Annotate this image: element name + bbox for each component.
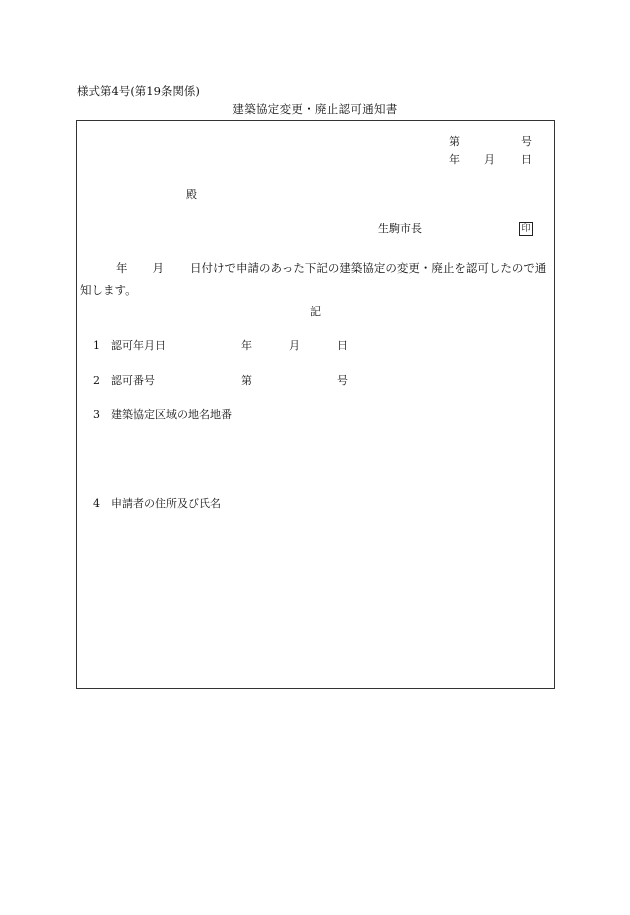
body-date-year: 年 (116, 261, 128, 275)
body-line-1 (116, 263, 546, 275)
item-number: 2 (93, 374, 100, 387)
doc-number-prefix: 第 (449, 135, 460, 148)
approval-number-prefix: 第 (241, 374, 252, 387)
document-title: 建築協定変更・廃止認可通知書 (232, 102, 398, 116)
doc-date-day: 日 (521, 153, 532, 166)
item-label-approval-date: 認可年月日 (111, 339, 166, 352)
approval-date-year: 年 (241, 339, 252, 352)
approval-number-suffix: 号 (337, 374, 348, 387)
ki-heading: 記 (310, 305, 321, 318)
issuer-title: 生駒市長 (378, 222, 422, 235)
form-frame (76, 120, 555, 689)
item-number: 1 (93, 339, 100, 352)
item-number: 3 (93, 408, 100, 421)
approval-date-day: 日 (337, 339, 348, 352)
addressee-honorific: 殿 (186, 188, 197, 201)
item-label-applicant: 申請者の住所及び氏名 (111, 497, 221, 510)
doc-date-month: 月 (484, 153, 495, 166)
body-text-1: 日付けで申請のあった下記の建築協定の変更・廃止を認可したので通 (190, 261, 547, 275)
seal-mark: 印 (519, 222, 533, 236)
doc-date-year: 年 (449, 153, 460, 166)
approval-date-month: 月 (289, 339, 300, 352)
item-label-area-lot: 建築協定区域の地名地番 (111, 408, 232, 421)
body-line-2: 知します。 (80, 283, 137, 297)
item-label-approval-number: 認可番号 (111, 374, 155, 387)
doc-number-suffix: 号 (521, 135, 532, 148)
form-number: 様式第4号(第19条関係) (77, 84, 200, 98)
body-date-month: 月 (152, 261, 164, 275)
item-number: 4 (93, 497, 100, 510)
